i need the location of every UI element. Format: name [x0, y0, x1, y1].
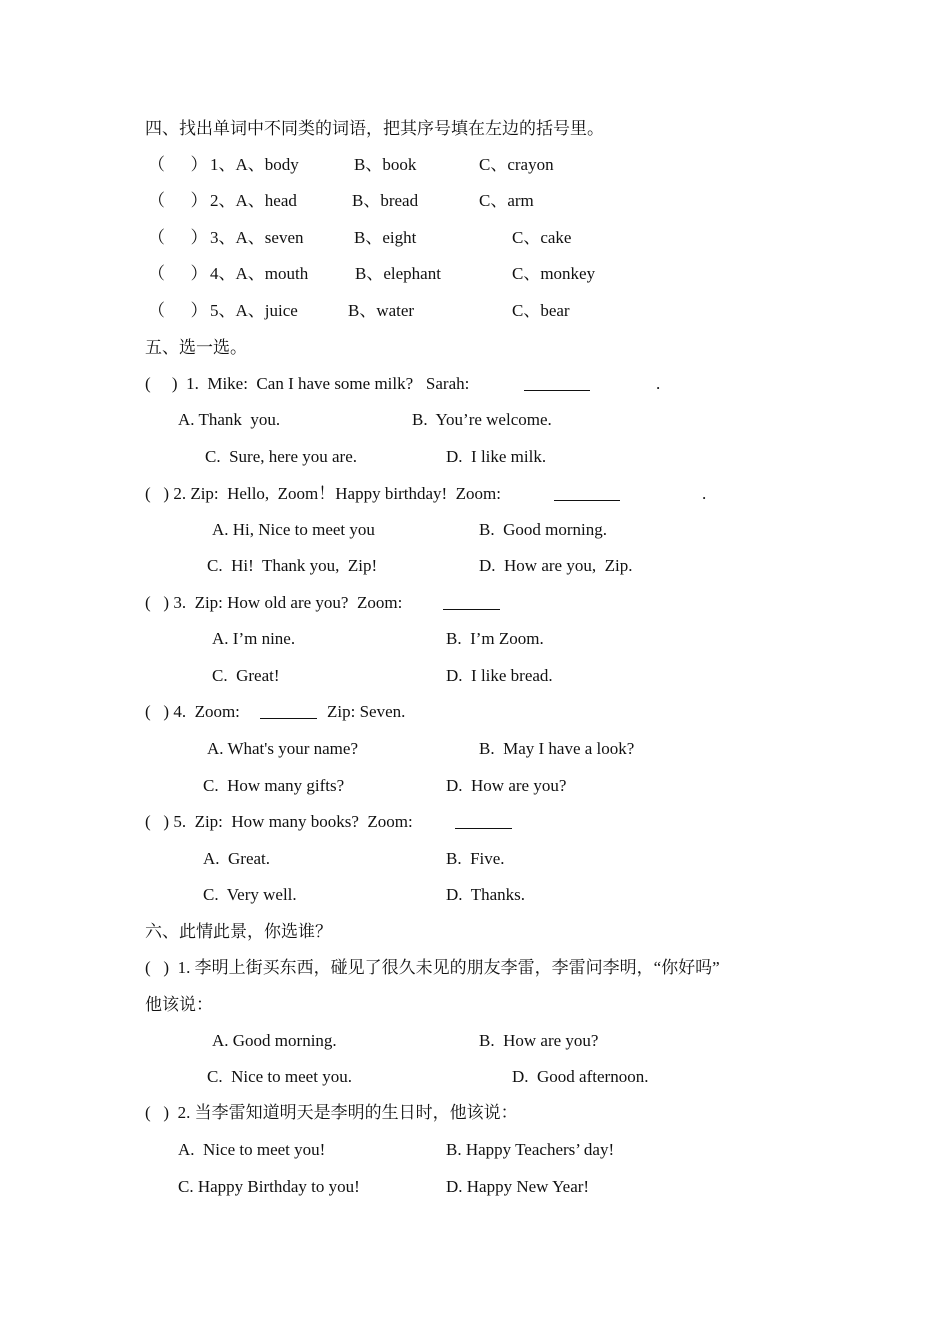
s6-q2-option-a: A. Nice to meet you! [178, 1140, 326, 1159]
item-4-a: 4、A、mouth [210, 264, 309, 283]
question-1-stem: ( ) 1. Mike: Can I have some milk? Sarah: [145, 374, 470, 393]
q1-option-a: A. Thank you. [178, 410, 281, 429]
section-4-heading: 四、找出单词中不同类的词语，把其序号填在左边的括号里。 [145, 119, 604, 138]
q4-option-c: C. How many gifts? [203, 776, 345, 795]
q4-option-b: B. May I have a look? [479, 739, 635, 758]
item-4-b: B、elephant [355, 264, 441, 283]
item-5-a: 5、A、juice [210, 301, 298, 320]
item-1-b: B、book [354, 155, 417, 174]
item-2-a: 2、A、head [210, 191, 297, 210]
answer-blank[interactable] [554, 484, 620, 501]
item-1-a: 1、A、body [210, 155, 299, 174]
q5-option-d: D. Thanks. [446, 885, 526, 904]
item-2-c: C、arm [479, 191, 534, 210]
q1-option-d: D. I like milk. [446, 447, 547, 466]
s6-q2-option-d: D. Happy New Year! [446, 1177, 590, 1196]
q4-option-a: A. What's your name? [207, 739, 358, 758]
item-2-b: B、bread [352, 191, 419, 210]
question-3-stem: ( ) 3. Zip: How old are you? Zoom: [145, 593, 403, 612]
q2-option-c: C. Hi! Thank you, Zip! [207, 556, 378, 575]
answer-blank[interactable] [443, 593, 500, 610]
answer-paren[interactable]: （ ） [148, 155, 208, 174]
item-1-c: C、crayon [479, 155, 554, 174]
question-1-end: . [656, 374, 661, 393]
s6-question-1-stem: ( ) 1. 李明上街买东西，碰见了很久未见的朋友李雷，李雷问李明，“你好吗” [145, 958, 720, 977]
item-3-a: 3、A、seven [210, 228, 304, 247]
s6-q1-option-d: D. Good afternoon. [512, 1067, 649, 1086]
item-3-b: B、eight [354, 228, 417, 247]
section-6-heading: 六、此情此景，你选谁？ [145, 922, 332, 941]
q5-option-b: B. Five. [446, 849, 505, 868]
s6-q1-option-c: C. Nice to meet you. [207, 1067, 352, 1086]
q1-option-b: B. You’re welcome. [412, 410, 552, 429]
q3-option-c: C. Great! [212, 666, 280, 685]
section-5-heading: 五、选一选。 [145, 338, 247, 357]
item-5-c: C、bear [512, 301, 570, 320]
q5-option-a: A. Great. [203, 849, 271, 868]
q3-option-b: B. I’m Zoom. [446, 629, 544, 648]
answer-paren[interactable]: （ ） [148, 301, 208, 320]
q2-option-b: B. Good morning. [479, 520, 607, 539]
answer-paren[interactable]: （ ） [148, 191, 208, 210]
q3-option-a: A. I’m nine. [212, 629, 296, 648]
q3-option-d: D. I like bread. [446, 666, 553, 685]
answer-blank[interactable] [260, 702, 317, 719]
answer-blank[interactable] [455, 812, 512, 829]
q1-option-c: C. Sure, here you are. [205, 447, 358, 466]
answer-paren[interactable]: （ ） [148, 264, 208, 283]
q4-option-d: D. How are you? [446, 776, 567, 795]
answer-paren[interactable]: （ ） [148, 228, 208, 247]
s6-question-1-cont: 他该说： [145, 995, 213, 1014]
item-3-c: C、cake [512, 228, 572, 247]
question-2-stem: ( ) 2. Zip: Hello, Zoom！Happy birthday! Zoom: [145, 484, 501, 503]
item-4-c: C、monkey [512, 264, 596, 283]
s6-question-2-stem: ( ) 2. 当李雷知道明天是李明的生日时，他该说： [145, 1103, 518, 1122]
q5-option-c: C. Very well. [203, 885, 297, 904]
question-4-after: Zip: Seven. [327, 702, 406, 721]
s6-q1-option-b: B. How are you? [479, 1031, 599, 1050]
s6-q1-option-a: A. Good morning. [212, 1031, 337, 1050]
question-5-stem: ( ) 5. Zip: How many books? Zoom: [145, 812, 413, 831]
answer-blank[interactable] [524, 374, 590, 391]
s6-q2-option-c: C. Happy Birthday to you! [178, 1177, 360, 1196]
question-2-end: . [702, 484, 707, 503]
s6-q2-option-b: B. Happy Teachers’ day! [446, 1140, 615, 1159]
item-5-b: B、water [348, 301, 415, 320]
q2-option-d: D. How are you, Zip. [479, 556, 633, 575]
question-4-stem: ( ) 4. Zoom: [145, 702, 240, 721]
q2-option-a: A. Hi, Nice to meet you [212, 520, 375, 539]
